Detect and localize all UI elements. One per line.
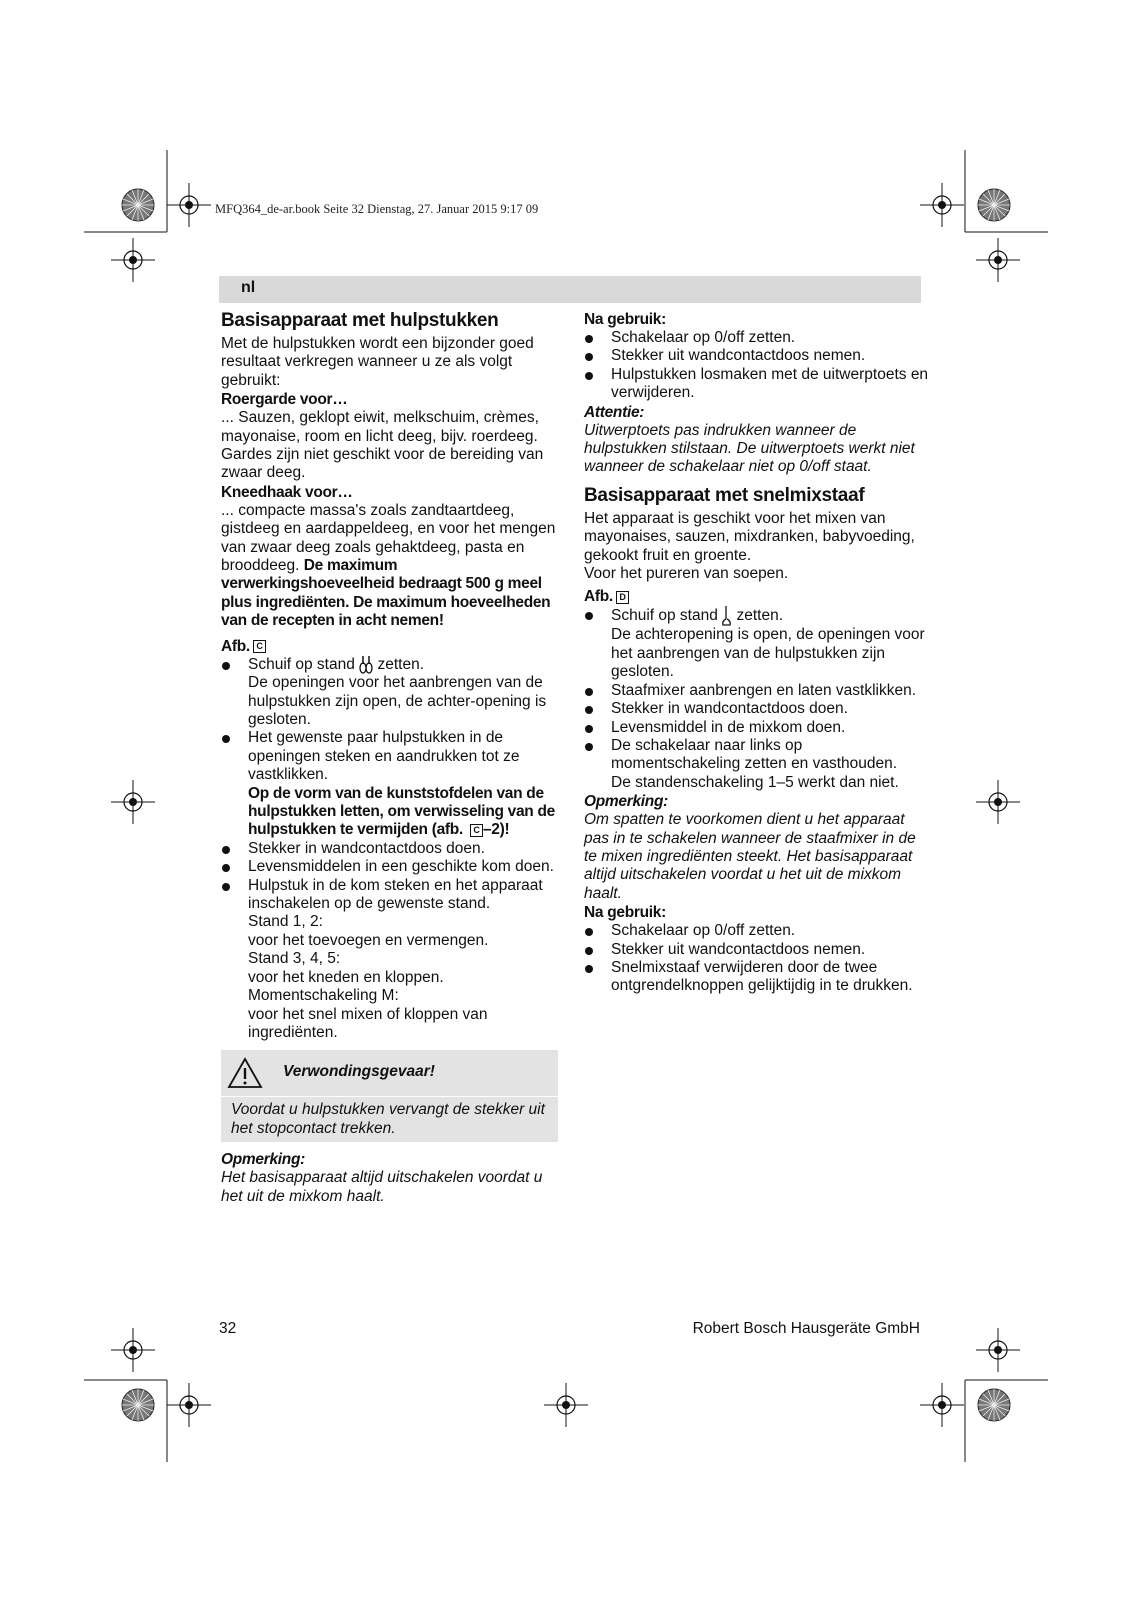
list-item: Levensmiddel in de mixkom doen.	[584, 719, 929, 737]
intro-text: Met de hulpstukken wordt een bijzonder goed resultaat verkregen wanneer u ze als volgt gebruikt:	[221, 335, 534, 389]
list-item-detail: De standenschakeling 1–5 werkt dan niet.	[611, 773, 899, 791]
after-use-steps	[584, 329, 929, 403]
footer-company: Robert Bosch Hausgeräte GmbH	[692, 1320, 920, 1337]
language-code: nl	[241, 279, 256, 296]
list-item: Levensmiddelen in een geschikte kom doen.	[221, 858, 566, 876]
after-use-heading: Na gebruik:	[584, 311, 666, 328]
after-use-heading-2: Na gebruik:	[584, 904, 666, 922]
left-column	[221, 310, 566, 1206]
list-item-detail: De achteropening is open, de openingen voor het aanbrengen van de hulpstukken zijn gesloten.	[611, 626, 925, 681]
list-item: Hulpstukken losmaken met de uitwerptoets en verwijderen.	[584, 366, 929, 403]
note-text: Het basisapparaat altijd uitschakelen voordat u het uit de mixkom haalt.	[221, 1169, 543, 1205]
blender-intro-2: Voor het pureren van soepen.	[584, 565, 789, 583]
language-bar	[219, 276, 921, 303]
warning-box	[221, 1050, 558, 1142]
list-item: Staafmixer aanbrengen en laten vastklikken.	[584, 682, 929, 700]
max-quantity-warning: De maximum verwerkingshoeveelheid bedraagt 500 g meel plus ingrediënten. De maximum hoeveelheden van de recepten in acht nemen!	[221, 557, 551, 630]
list-item: Het gewenste paar hulpstukken in de openingen steken en aandrukken tot ze vastklikken. Op de vorm van de kunststofdelen van de hulpstukken letten, om verwisseling van de hulpstukken te vermijden (afb. C –2)!	[221, 729, 566, 839]
list-item: Snelmixstaaf verwijderen door de twee ontgrendelknoppen gelijktijdig in te drukken.	[584, 959, 929, 996]
kneading-hook-heading: Kneedhaak voor…	[221, 483, 353, 501]
figure-d-icon: D	[616, 591, 629, 604]
list-item: Schakelaar op 0/off zetten.	[584, 329, 929, 347]
blender-steps	[584, 606, 929, 792]
removal-steps	[584, 922, 929, 996]
note-text-2: Om spatten te voorkomen dient u het apparaat pas in te schakelen wanneer de staafmixer in de te mixen ingrediënten steekt. Het basisapparaat altijd uitschakelen voordat u het uit de mixkom haalt.	[584, 811, 916, 902]
note-heading: Opmerking:	[221, 1151, 305, 1169]
section-title-attachments: Basisapparaat met hulpstukken	[221, 310, 499, 331]
list-item: Schuif op stand zetten. De achteropening is open, de openingen voor het aanbrengen van de hulpstukken zijn gesloten.	[584, 606, 929, 681]
list-item: Stekker in wandcontactdoos doen.	[584, 700, 929, 718]
figure-ref-c: Afb. C	[221, 637, 566, 656]
attention-heading: Attentie:	[584, 403, 645, 421]
figure-c-icon: C	[253, 640, 266, 653]
list-item-detail: De openingen voor het aanbrengen van de hulpstukken zijn open, de achter-opening is gesloten.	[248, 674, 547, 728]
blender-position-icon	[722, 606, 732, 626]
warning-text: Voordat u hulpstukken vervangt de stekker uit het stopcontact trekken.	[231, 1101, 545, 1137]
whisk-position-icon	[359, 656, 373, 674]
list-item: Schuif op stand zetten. De openingen voor het aanbrengen van de hulpstukken zijn open, de achter-opening is gesloten.	[221, 656, 566, 730]
warning-title: Verwondingsgevaar!	[283, 1063, 435, 1081]
list-item: Stekker uit wandcontactdoos nemen.	[584, 941, 929, 959]
list-item: Schakelaar op 0/off zetten.	[584, 922, 929, 940]
print-header: MFQ364_de-ar.book Seite 32 Dienstag, 27. Januar 2015 9:17 09	[215, 202, 539, 216]
kneading-hook-text: ... compacte massa's zoals zandtaartdeeg, gistdeeg en aardappeldeeg, en voor het mengen van zwaar deeg zoals gehaktdeeg, pasta en brooddeeg. De maximum verwerkingshoeveelheid bedraagt 500 g meel plus ingrediënten. De maximum hoeveelheden van de recepten in acht nemen!	[221, 501, 556, 630]
list-item: Stekker uit wandcontactdoos nemen.	[584, 347, 929, 365]
whisk-heading: Roergarde voor…	[221, 391, 348, 409]
attachment-steps	[221, 656, 566, 1043]
blender-intro: Het apparaat is geschikt voor het mixen van mayonaises, sauzen, mixdranken, babyvoeding, gekookt fruit en groente.	[584, 509, 915, 564]
right-column	[584, 310, 929, 996]
whisk-text: ... Sauzen, geklopt eiwit, melkschuim, crèmes, mayonaise, room en licht deeg, bijv. roerdeeg. Gardes zijn niet geschikt voor de bereiding van zwaar deeg.	[221, 409, 544, 482]
figure-ref-d: Afb. D	[584, 587, 929, 606]
attention-text: Uitwerptoets pas indrukken wanneer de hulpstukken stilstaan. De uitwerptoets werkt niet wanneer de schakelaar niet op 0/off staat.	[584, 421, 915, 476]
section-title-blender: Basisapparaat met snelmixstaaf	[584, 484, 865, 506]
warning-triangle-icon	[227, 1057, 263, 1089]
shape-warning: Op de vorm van de kunststofdelen van de hulpstukken letten, om verwisseling van de hulpstukken te vermijden (afb. C –2)!	[248, 784, 555, 839]
list-item: Hulpstuk in de kom steken en het apparaat inschakelen op de gewenste stand. Stand 1, 2: voor het toevoegen en vermengen. Stand 3, 4, 5: voor het kneden en kloppen. Momentschakeling M: voor het snel mixen of kloppen van ingrediënten.	[221, 877, 566, 1043]
list-item: De schakelaar naar links op momentschakeling zetten en vasthouden. De standenschakeling 1–5 werkt dan niet.	[584, 737, 929, 792]
note-heading-2: Opmerking:	[584, 793, 668, 811]
list-item: Stekker in wandcontactdoos doen.	[221, 840, 566, 858]
figure-c-icon: C	[470, 824, 483, 837]
page-number: 32	[219, 1320, 237, 1337]
